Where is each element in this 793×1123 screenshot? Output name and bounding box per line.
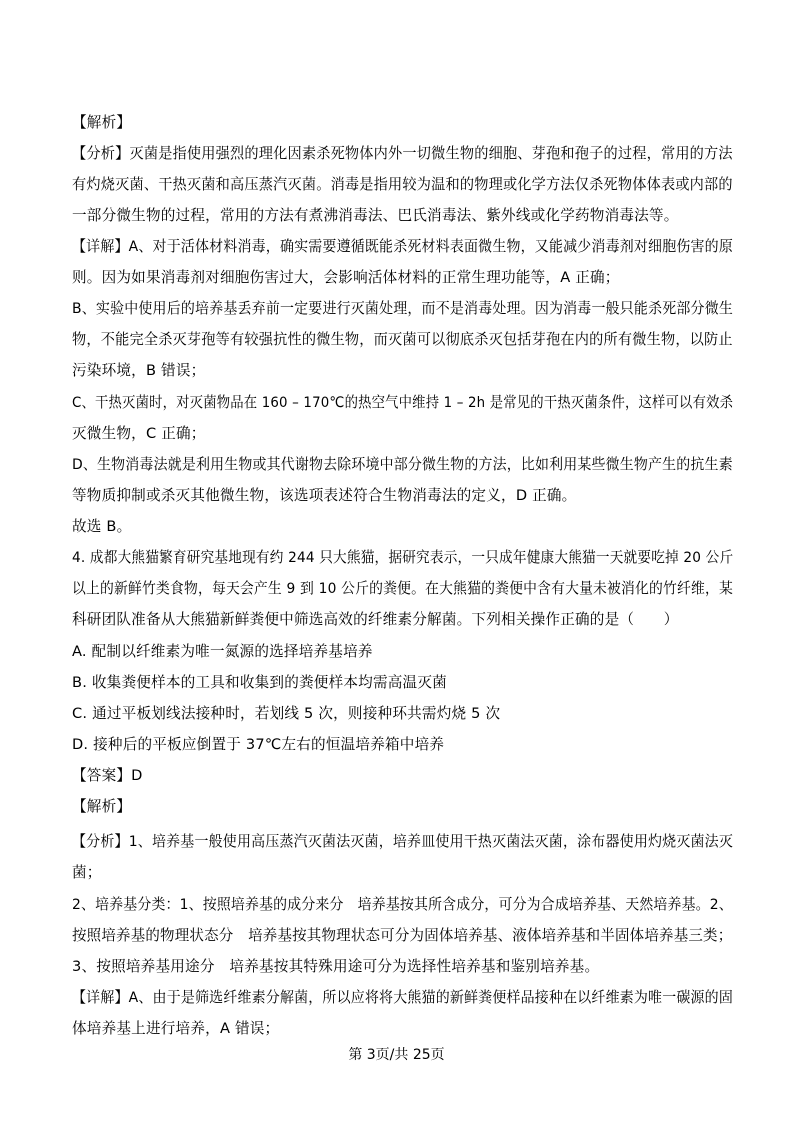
- text-line: C、干热灭菌时，对灭菌物品在 160 – 170℃的热空气中维持 1 – 2h 是常见的干热灭菌条件，这样可以有效杀: [72, 394, 734, 411]
- text-line: 3、按照培养基用途分 培养基按其特殊用途可分为选择性培养基和鉴别培养基。: [72, 958, 600, 975]
- text-line: 灭微生物，C 正确；: [72, 425, 206, 442]
- text-line: 污染环境，B 错误；: [72, 362, 206, 379]
- text-line: 物，不能完全杀灭芽孢等有较强抗性的微生物，而灭菌可以彻底杀灭包括芽孢在内的所有微生物，以防止: [72, 331, 733, 348]
- text-line: 2、培养基分类：1、按照培养基的成分来分 培养基按其所含成分，可分为合成培养基、天然培养基。2、: [72, 896, 733, 913]
- text-line: 【解析】: [72, 114, 132, 131]
- option-c: C. 通过平板划线法接种时，若划线 5 次，则接种环共需灼烧 5 次: [72, 705, 501, 722]
- text-line: 【详解】A、由于是筛选纤维素分解菌，所以应将将大熊猫的新鲜粪便样品接种在以纤维素为唯一碳源的固: [72, 989, 734, 1006]
- text-line: 有灼烧灭菌、干热灭菌和高压蒸汽灭菌。消毒是指用较为温和的物理或化学方法仅杀死物体体表或内部的: [72, 176, 733, 193]
- text-line: 【详解】A、对于活体材料消毒，确实需要遵循既能杀死材料表面微生物，又能减少消毒剂对细胞伤害的原: [72, 238, 734, 255]
- text-line: 【分析】灭菌是指使用强烈的理化因素杀死物体内外一切微生物的细胞、芽孢和孢子的过程，常用的方法: [72, 145, 733, 162]
- page-footer: 第 3页/共 25页: [348, 1047, 445, 1063]
- text-line: 按照培养基的物理状态分 培养基按其物理状态可分为固体培养基、液体培养基和半固体培养基三类；: [72, 927, 733, 944]
- text-line: 体培养基上进行培养，A 错误；: [72, 1020, 280, 1037]
- text-line: 【解析】: [72, 798, 132, 815]
- text-line: 等物质抑制或杀灭其他微生物，该选项表述符合生物消毒法的定义，D 正确。: [72, 487, 577, 504]
- question-4-stem: 科研团队准备从大熊猫新鲜粪便中筛选高效的纤维素分解菌。下列相关操作正确的是（ ）: [72, 611, 679, 628]
- text-line: 菌；: [72, 864, 102, 881]
- option-a: A. 配制以纤维素为唯一氮源的选择培养基培养: [72, 643, 373, 660]
- answer-line: 【答案】D: [72, 767, 143, 784]
- text-line: 一部分微生物的过程，常用的方法有煮沸消毒法、巴氏消毒法、紫外线或化学药物消毒法等。: [72, 207, 679, 224]
- question-4-stem: 以上的新鲜竹类食物，每天会产生 9 到 10 公斤的粪便。在大熊猫的粪便中含有大量未被消化的竹纤维，某: [72, 580, 734, 597]
- option-b: B. 收集粪便样本的工具和收集到的粪便样本均需高温灭菌: [72, 674, 447, 691]
- text-line: B、实验中使用后的培养基丢弃前一定要进行灭菌处理，而不是消毒处理。因为消毒一般只能杀死部分微生: [72, 300, 734, 317]
- text-line: 【分析】1、培养基一般使用高压蒸汽灭菌法灭菌，培养皿使用干热灭菌法灭菌，涂布器使用灼烧灭菌法灭: [72, 833, 734, 850]
- question-4-stem: 4. 成都大熊猫繁育研究基地现有约 244 只大熊猫，据研究表示，一只成年健康大熊猫一天就要吃掉 20 公斤: [72, 549, 734, 566]
- text-line: 则。因为如果消毒剂对细胞伤害过大，会影响活体材料的正常生理功能等，A 正确；: [72, 269, 620, 286]
- option-d: D. 接种后的平板应倒置于 37℃左右的恒温培养箱中培养: [72, 736, 445, 753]
- text-line: 故选 B。: [72, 518, 132, 535]
- text-line: D、生物消毒法就是利用生物或其代谢物去除环境中部分微生物的方法，比如利用某些微生物产生的抗生素: [72, 456, 733, 473]
